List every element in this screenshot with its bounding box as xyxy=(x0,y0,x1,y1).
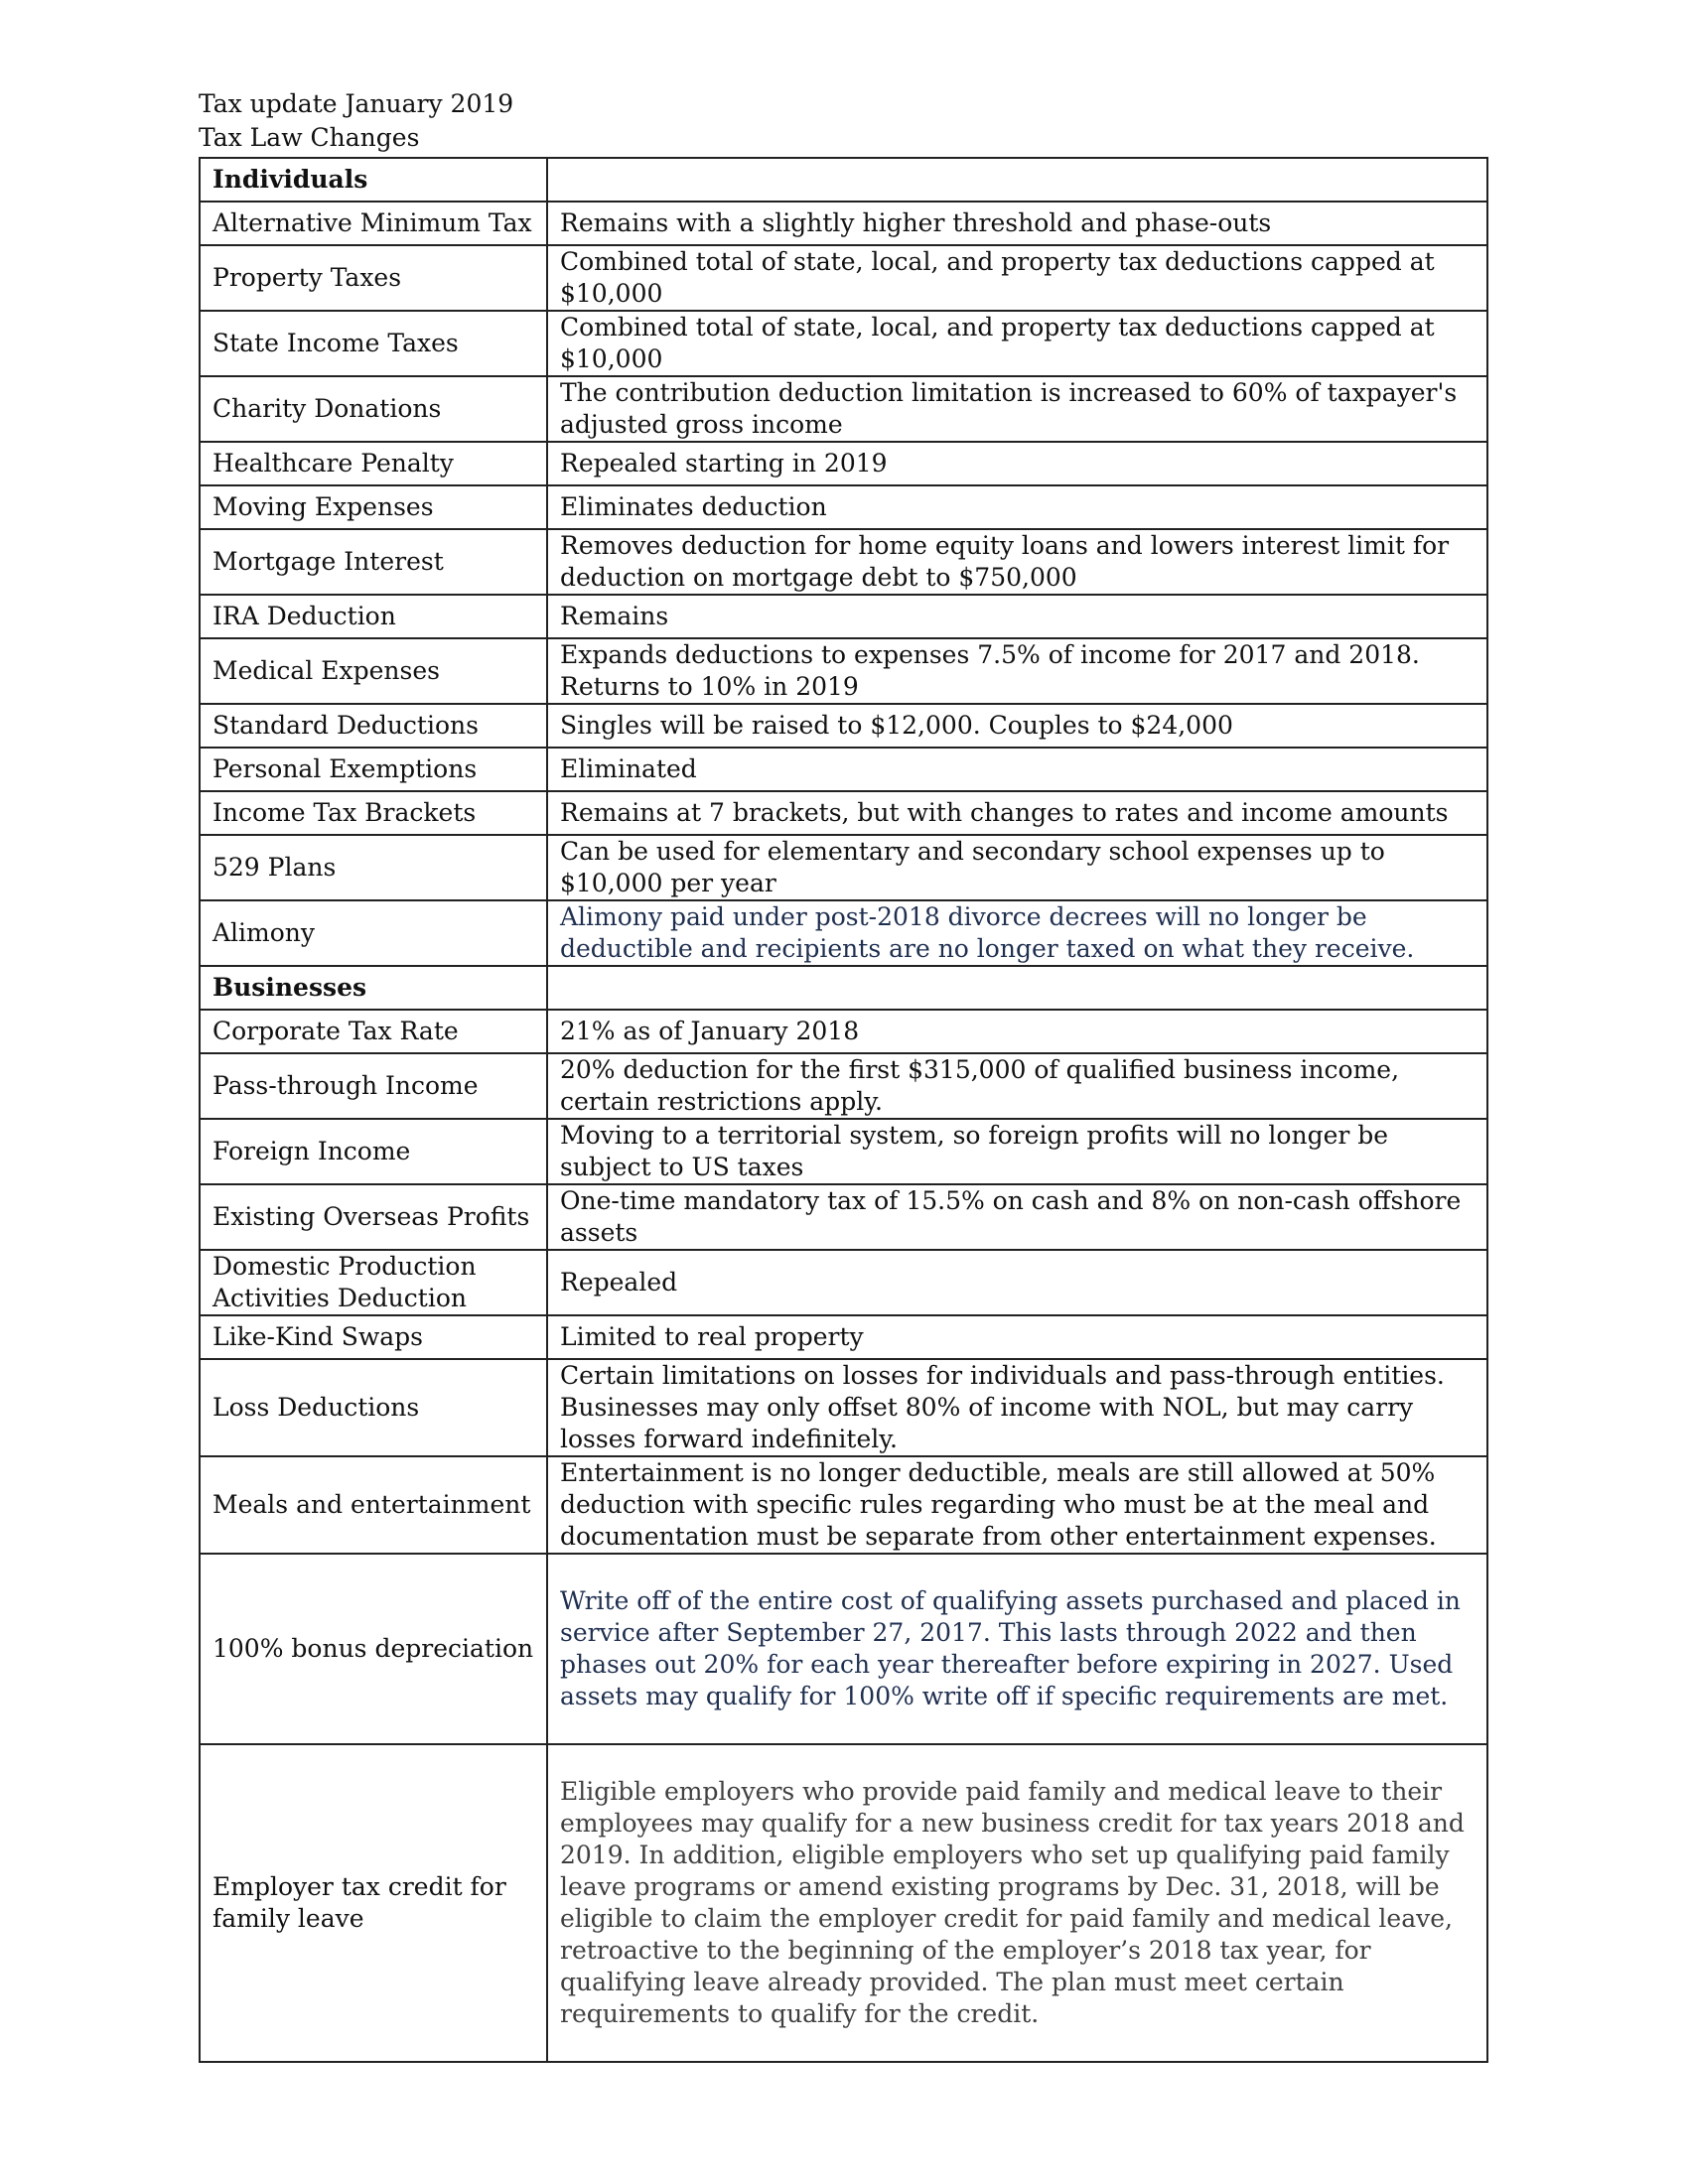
item-cell: Healthcare Penalty xyxy=(200,442,547,485)
change-cell: Combined total of state, local, and property tax deductions capped at $10,000 xyxy=(547,311,1487,376)
change-cell: Write off of the entire cost of qualifying assets purchased and placed in service after September 27, 2017. This lasts through 2022 and then phases out 20% for each year thereafter before expiring in 2027. Used assets may qualify for 100% write off if specific requirements are met. xyxy=(547,1554,1487,1744)
item-cell: Like-Kind Swaps xyxy=(200,1315,547,1359)
change-cell: Combined total of state, local, and property tax deductions capped at $10,000 xyxy=(547,245,1487,311)
change-cell: Eligible employers who provide paid family and medical leave to their employees may qualify for a new business credit for tax years 2018 and 2019. In addition, eligible employers who set up qualifying paid family leave programs or amend existing programs by Dec. 31, 2018, will be eligible to claim the employer credit for paid family and medical leave, retroactive to the beginning of the employer’s 2018 tax year, for qualifying leave already provided. The plan must meet certain requirements to qualify for the credit. xyxy=(547,1744,1487,2062)
change-cell: Remains at 7 brackets, but with changes to rates and income amounts xyxy=(547,791,1487,835)
item-cell: Meals and entertainment xyxy=(200,1456,547,1554)
empty-cell xyxy=(547,966,1487,1010)
change-cell: Remains xyxy=(547,595,1487,638)
change-cell: The contribution deduction limitation is increased to 60% of taxpayer's adjusted gross income xyxy=(547,376,1487,442)
change-cell: 21% as of January 2018 xyxy=(547,1010,1487,1053)
item-cell: 529 Plans xyxy=(200,835,547,900)
table-row xyxy=(200,791,1487,835)
item-cell: Medical Expenses xyxy=(200,638,547,704)
item-cell: IRA Deduction xyxy=(200,595,547,638)
change-cell: Repealed xyxy=(547,1250,1487,1315)
table-row xyxy=(200,1359,1487,1456)
table-row xyxy=(200,1315,1487,1359)
table-row xyxy=(200,485,1487,529)
item-cell: Moving Expenses xyxy=(200,485,547,529)
change-cell: Repealed starting in 2019 xyxy=(547,442,1487,485)
item-cell: Existing Overseas Profits xyxy=(200,1184,547,1250)
document-title: Tax update January 2019 xyxy=(199,89,514,118)
change-cell: Removes deduction for home equity loans and lowers interest limit for deduction on mortgage debt to $750,000 xyxy=(547,529,1487,595)
document-subtitle: Tax Law Changes xyxy=(199,123,420,152)
table-row xyxy=(200,704,1487,748)
change-cell: Entertainment is no longer deductible, meals are still allowed at 50% deduction with specific rules regarding who must be at the meal and documentation must be separate from other entertainment expenses. xyxy=(547,1456,1487,1554)
section-header-row xyxy=(200,966,1487,1010)
table-row xyxy=(200,1744,1487,2062)
empty-cell xyxy=(547,158,1487,202)
item-cell: Mortgage Interest xyxy=(200,529,547,595)
table-row xyxy=(200,202,1487,245)
item-cell: Charity Donations xyxy=(200,376,547,442)
change-cell: One-time mandatory tax of 15.5% on cash and 8% on non-cash offshore assets xyxy=(547,1184,1487,1250)
table-row xyxy=(200,376,1487,442)
change-cell: 20% deduction for the first $315,000 of qualified business income, certain restrictions apply. xyxy=(547,1053,1487,1119)
table-row xyxy=(200,1119,1487,1184)
table-row xyxy=(200,900,1487,966)
change-cell: Singles will be raised to $12,000. Couples to $24,000 xyxy=(547,704,1487,748)
change-cell: Alimony paid under post-2018 divorce decrees will no longer be deductible and recipients are no longer taxed on what they receive. xyxy=(547,900,1487,966)
table-row xyxy=(200,748,1487,791)
change-cell: Remains with a slightly higher threshold and phase-outs xyxy=(547,202,1487,245)
item-cell: Property Taxes xyxy=(200,245,547,311)
section-header-row xyxy=(200,158,1487,202)
change-cell: Moving to a territorial system, so foreign profits will no longer be subject to US taxes xyxy=(547,1119,1487,1184)
item-cell: Domestic Production Activities Deduction xyxy=(200,1250,547,1315)
change-cell: Expands deductions to expenses 7.5% of income for 2017 and 2018. Returns to 10% in 2019 xyxy=(547,638,1487,704)
item-cell: Corporate Tax Rate xyxy=(200,1010,547,1053)
item-cell: Foreign Income xyxy=(200,1119,547,1184)
table-row xyxy=(200,1053,1487,1119)
item-cell: Personal Exemptions xyxy=(200,748,547,791)
item-cell: Alimony xyxy=(200,900,547,966)
item-cell: Income Tax Brackets xyxy=(200,791,547,835)
table-row xyxy=(200,1250,1487,1315)
item-cell: State Income Taxes xyxy=(200,311,547,376)
tax-law-changes-table xyxy=(199,157,1488,2063)
table-row xyxy=(200,1456,1487,1554)
change-cell: Eliminates deduction xyxy=(547,485,1487,529)
change-cell: Limited to real property xyxy=(547,1315,1487,1359)
change-cell: Eliminated xyxy=(547,748,1487,791)
item-cell: 100% bonus depreciation xyxy=(200,1554,547,1744)
section-heading-individuals: Individuals xyxy=(200,158,547,202)
table-row xyxy=(200,638,1487,704)
item-cell: Pass-through Income xyxy=(200,1053,547,1119)
table-row xyxy=(200,1554,1487,1744)
table-row xyxy=(200,442,1487,485)
table-row xyxy=(200,595,1487,638)
change-cell: Certain limitations on losses for individuals and pass-through entities. Businesses may only offset 80% of income with NOL, but may carry losses forward indefinitely. xyxy=(547,1359,1487,1456)
item-cell: Alternative Minimum Tax xyxy=(200,202,547,245)
item-cell: Loss Deductions xyxy=(200,1359,547,1456)
section-heading-businesses: Businesses xyxy=(200,966,547,1010)
item-cell: Standard Deductions xyxy=(200,704,547,748)
table-row xyxy=(200,1010,1487,1053)
item-cell: Employer tax credit for family leave xyxy=(200,1744,547,2062)
table-row xyxy=(200,529,1487,595)
table-row xyxy=(200,1184,1487,1250)
table-row xyxy=(200,245,1487,311)
table-row xyxy=(200,311,1487,376)
change-cell: Can be used for elementary and secondary school expenses up to $10,000 per year xyxy=(547,835,1487,900)
table-row xyxy=(200,835,1487,900)
